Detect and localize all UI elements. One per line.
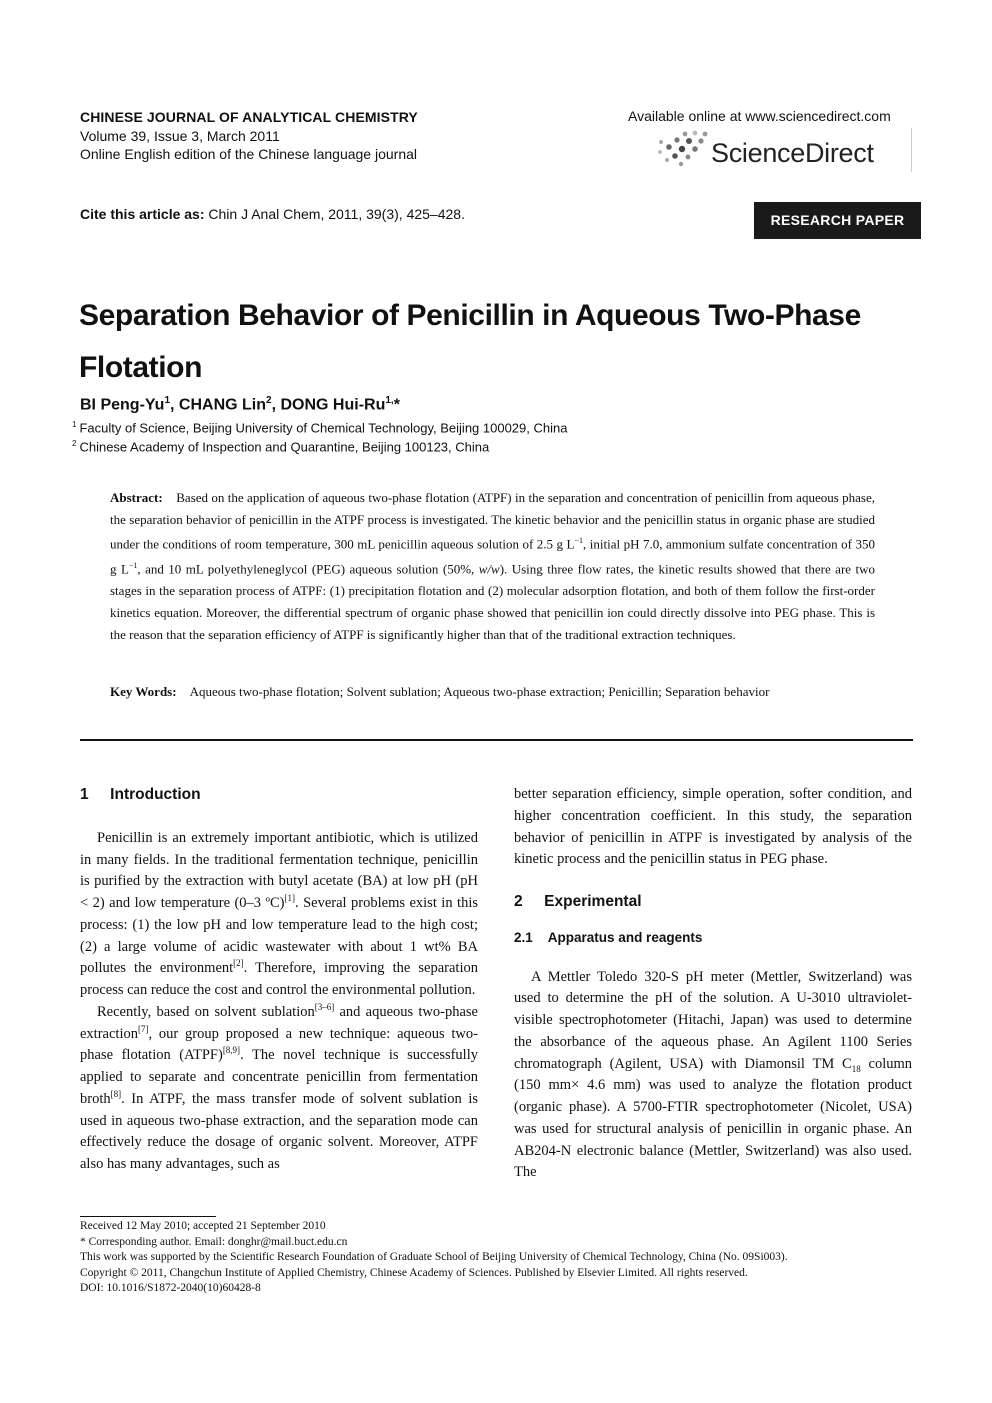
- keywords-text: Aqueous two-phase flotation; Solvent sublation; Aqueous two-phase extraction; Penicillin; Separation behavior: [189, 684, 770, 699]
- footnote-funding: This work was supported by the Scientific Research Foundation of Graduate School of Beijing University of Chemical Technology, China (No. 09Si003).: [80, 1251, 788, 1263]
- affiliation-marker: 2: [72, 439, 77, 448]
- affiliation: [72, 420, 567, 435]
- author-affil-marker: 1,: [385, 395, 394, 406]
- sciencedirect-logo: [655, 128, 915, 172]
- abstract-text: , initial pH 7.0, ammonium sulfate concentration of 350 g L: [110, 536, 875, 577]
- subsection-title: Apparatus and reagents: [547, 929, 703, 945]
- citation-ref: [1]: [284, 893, 296, 904]
- article-type-badge: RESEARCH PAPER: [754, 202, 921, 239]
- abstract-superscript: −1: [574, 536, 584, 546]
- paragraph: [80, 828, 478, 1002]
- paragraph-text: . In ATPF, the mass transfer mode of solvent sublation is used in aqueous two-phase extraction, and the separation mode can effectively reduce the dosage of organic solvent. Moreover, ATPF also has many advantages, such as: [80, 1090, 478, 1172]
- cite-label: Cite this article as:: [80, 206, 205, 222]
- affiliation: [72, 439, 489, 454]
- section-number: 1: [80, 786, 89, 803]
- affiliation-marker: 1: [72, 420, 77, 429]
- subsection-heading-apparatus: [514, 927, 912, 949]
- abstract-text: Based on the application of aqueous two-phase flotation (ATPF) in the separation and concentration of penicillin from aqueous phase, the separation behavior of penicillin in the ATPF process is investigated. The kinetic behavior and the penicillin status in organic phase are studied under the conditions of room temperature, 300 mL penicillin aqueous solution of 2.5 g L: [110, 490, 875, 552]
- author-separator: ,: [271, 396, 281, 414]
- abstract-text: ). Using three flow rates, the kinetic results showed that there are two stages in the separation process of ATPF: (1) precipitation flotation and (2) molecular adsorption flotation, and both of them follow the first-order kinetics equation. Moreover, the differential spectrum of organic phase showed that penicillin ion could directly dissolve into PEG phase. This is the reason that the separation efficiency of ATPF is significantly higher than that of the traditional extraction techniques.: [110, 561, 875, 642]
- author-name: DONG Hui-Ru: [280, 396, 386, 414]
- citation-ref: [2]: [233, 958, 244, 969]
- section-number: 2: [514, 893, 523, 910]
- footnotes: [80, 1219, 788, 1297]
- sciencedirect-dots-icon: [655, 128, 711, 172]
- paragraph-text: and aqueous two-phase extraction: [80, 1003, 478, 1042]
- cite-value: Chin J Anal Chem, 2011, 39(3), 425–428.: [204, 206, 465, 222]
- corresponding-star: *: [393, 396, 400, 414]
- journal-name: CHINESE JOURNAL OF ANALYTICAL CHEMISTRY: [80, 109, 418, 125]
- paragraph-text: , our group proposed a new technique: aqueous two-phase flotation (ATPF): [80, 1025, 478, 1064]
- citation-ref: [7]: [137, 1023, 149, 1034]
- abstract-italic: w/w: [478, 561, 500, 577]
- paragraph: better separation efficiency, simple operation, softer condition, and higher concentration coefficient. In this study, the separation behavior of penicillin in ATPF is investigated by analysis of the kinetic process and the penicillin status in PEG phase.: [514, 786, 912, 868]
- affiliation-text: Faculty of Science, Beijing University of Chemical Technology, Beijing 100029, China: [79, 420, 568, 436]
- paragraph-text: . Therefore, improving the separation process can reduce the cost and control the environmental pollution.: [80, 960, 478, 998]
- journal-volume: Volume 39, Issue 3, March 2011: [80, 128, 280, 144]
- paragraph-text: . The novel technique is successfully applied to separate and concentrate penicillin from fermentation broth: [80, 1047, 478, 1107]
- abstract-superscript: −1: [128, 561, 138, 571]
- paragraph-text: Recently, based on solvent sublation: [97, 1003, 315, 1020]
- citation-ref: [8]: [110, 1088, 122, 1099]
- paragraph-text: Penicillin is an extremely important antibiotic, which is utilized in many fields. In the traditional fermentation technique, penicillin is purified by the extraction with butyl acetate (BA) at low pH (pH < 2) and low temperature (0–3 ºC): [80, 829, 478, 911]
- paragraph: [514, 967, 912, 1185]
- citation-ref: [8,9]: [222, 1045, 241, 1056]
- section-title: Experimental: [544, 893, 642, 910]
- journal-edition: Online English edition of the Chinese language journal: [80, 146, 418, 162]
- affiliation-text: Chinese Academy of Inspection and Quarantine, Beijing 100123, China: [79, 439, 490, 455]
- paragraph-text: . Several problems exist in this process: (1) the low pH and low temperature lead to the high cost; (2) a large volume of acidic wastewater with about 1 wt% BA pollutes the environment: [80, 895, 478, 977]
- keywords: [110, 684, 875, 700]
- footnote-received: Received 12 May 2010; accepted 21 September 2010: [80, 1220, 326, 1232]
- author-name: BI Peng-Yu: [80, 396, 165, 414]
- citation-ref: [3–6]: [314, 1001, 335, 1012]
- right-column: [514, 784, 912, 1184]
- footnote-corresponding: * Corresponding author. Email: donghr@mail.buct.edu.cn: [80, 1235, 348, 1248]
- footnote-doi: DOI: 10.1016/S1872-2040(10)60428-8: [80, 1282, 261, 1294]
- author-affil-marker: 1: [164, 395, 171, 406]
- section-heading-introduction: [80, 784, 478, 806]
- author-name: CHANG Lin: [178, 396, 267, 414]
- logo-divider: [911, 128, 912, 172]
- section-divider: [80, 739, 913, 741]
- abstract-text: , and 10 mL polyethyleneglycol (PEG) aqueous solution (50%,: [137, 561, 479, 577]
- author-list: [80, 395, 400, 414]
- keywords-label: Key Words:: [110, 684, 177, 699]
- section-title: Introduction: [110, 786, 201, 803]
- subscript: 18: [851, 1063, 861, 1074]
- available-online: Available online at www.sciencedirect.com: [628, 108, 891, 124]
- left-column: [80, 784, 478, 1176]
- paragraph-text: column (150 mm× 4.6 mm) was used to analyze the flotation product (organic phase). A 5700-FTIR spectrophotometer (Nicolet, USA) was used for structural analysis of penicillin in organic phase. An AB204-N electronic balance (Mettler, Switzerland) was also used. The: [514, 1055, 912, 1181]
- abstract-label: Abstract:: [110, 490, 163, 505]
- paragraph: [80, 1002, 478, 1176]
- abstract: [110, 487, 875, 646]
- author-separator: ,: [170, 396, 179, 414]
- cite-line: [80, 206, 465, 222]
- footnote-copyright: Copyright © 2011, Changchun Institute of Applied Chemistry, Chinese Academy of Sciences. Published by Elsevier Limited. All rights reserved.: [80, 1266, 748, 1279]
- subsection-number: 2.1: [514, 929, 533, 945]
- section-heading-experimental: [514, 891, 912, 913]
- author-affil-marker: 2: [266, 395, 272, 406]
- paper-title: Separation Behavior of Penicillin in Aqueous Two-Phase Flotation: [79, 299, 861, 384]
- paragraph-text: A Mettler Toledo 320-S pH meter (Mettler, Switzerland) was used to determine the pH of the solution. A U-3010 ultraviolet-visible spectrophotometer (Hitachi, Japan) was used to determine the absorbance of the aqueous phase. An Agilent 1100 Series chromatograph (Agilent, USA) with Diamonsil TM C: [514, 968, 912, 1072]
- sciencedirect-wordmark: ScienceDirect: [711, 138, 874, 168]
- footnote-divider: [80, 1216, 216, 1217]
